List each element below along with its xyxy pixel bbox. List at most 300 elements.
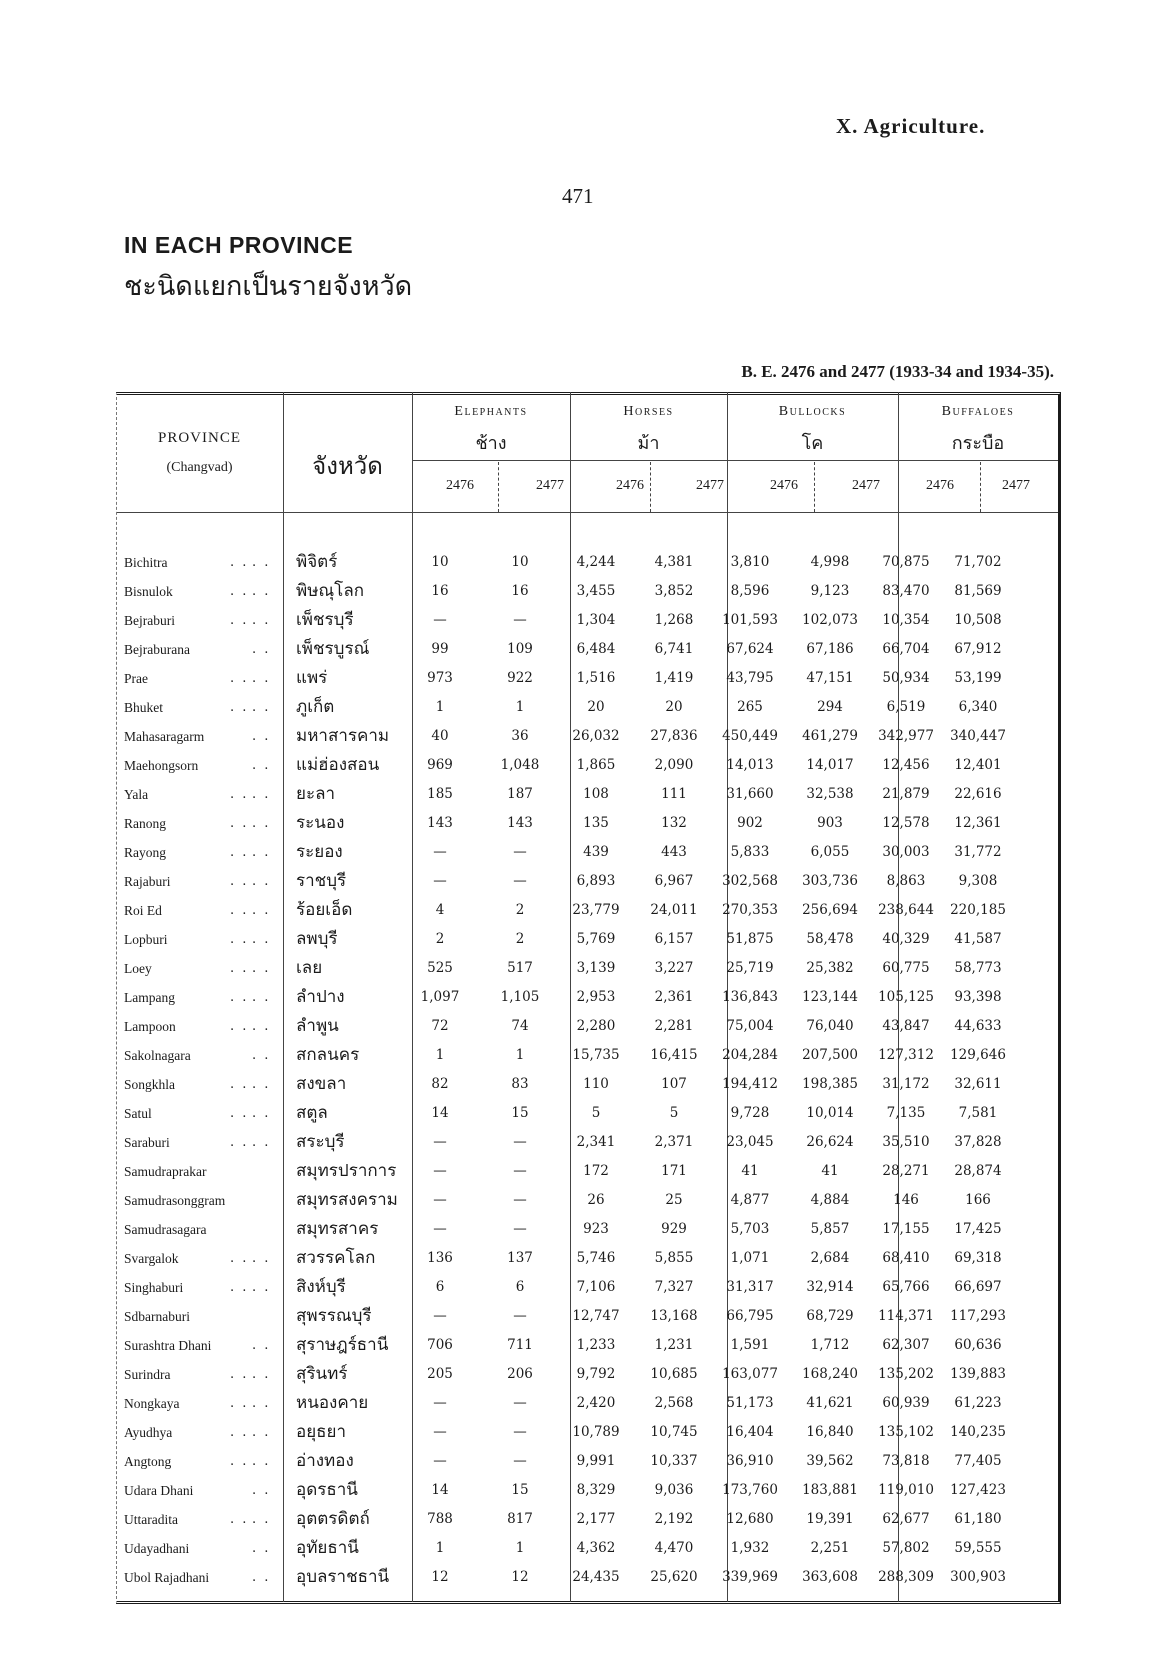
leader-dots: . . [230, 1425, 249, 1440]
table-cell: 30,003 [882, 844, 930, 860]
table-cell: 342,977 [878, 728, 934, 744]
table-cell: 10 [431, 554, 449, 570]
table-cell: 185 [427, 786, 453, 802]
table-cell: 12 [431, 1569, 449, 1585]
table-cell: 31,172 [882, 1076, 930, 1092]
table-cell: 62,307 [882, 1337, 930, 1353]
leader-dots: . . [230, 1106, 249, 1121]
table-cell: — [433, 844, 447, 860]
table-cell: 109 [507, 641, 533, 657]
table-cell: 77,405 [954, 1453, 1002, 1469]
table-cell: 12,747 [572, 1308, 620, 1324]
table-cell: 2,281 [654, 1018, 694, 1034]
table-cell: 300,903 [950, 1569, 1006, 1585]
province-name-thai: ระยอง [296, 842, 343, 862]
province-name-thai: เพ็ชรบุรี [296, 610, 354, 630]
table-cell: 20 [587, 699, 605, 715]
table-cell: 57,802 [882, 1540, 930, 1556]
table-cell: 28,874 [954, 1163, 1002, 1179]
table-cell: 25,382 [806, 960, 854, 976]
table-cell: 171 [661, 1163, 687, 1179]
table-cell: 28,271 [882, 1163, 930, 1179]
group-header-buffaloes: Buffaloes [941, 404, 1015, 419]
table-cell: 5 [591, 1105, 601, 1121]
table-cell: 1,268 [654, 612, 694, 628]
table-row [0, 1215, 1174, 1244]
table-cell: 65,766 [882, 1279, 930, 1295]
table-cell: 10,337 [650, 1453, 698, 1469]
province-name: Sakolnagara [124, 1048, 191, 1063]
table-cell: 6,893 [576, 873, 616, 889]
table-cell: 12,361 [954, 815, 1002, 831]
table-cell: — [513, 1424, 527, 1440]
table-cell: 10,508 [954, 612, 1002, 628]
table-cell: 8,596 [730, 583, 770, 599]
table-cell: — [513, 1163, 527, 1179]
leader-dots: . . [230, 1280, 249, 1295]
leader-dots: . . [252, 1512, 271, 1527]
table-row [0, 693, 1174, 722]
table-cell: 204,284 [722, 1047, 778, 1063]
leader-dots: . . [252, 1541, 271, 1556]
table-cell: 114,371 [878, 1308, 934, 1324]
table-cell: 3,227 [654, 960, 694, 976]
table-cell: 26,624 [806, 1134, 854, 1150]
table-cell: 2,251 [810, 1540, 850, 1556]
table-cell: 22,616 [954, 786, 1002, 802]
leader-dots: . . [252, 1048, 271, 1063]
table-cell: 6,741 [654, 641, 694, 657]
table-row [0, 548, 1174, 577]
province-name: Samudrasagara [124, 1222, 207, 1237]
table-cell: 1,233 [576, 1337, 616, 1353]
table-cell: 6,340 [958, 699, 998, 715]
province-name-thai: ภูเก็ต [296, 697, 335, 717]
province-name: Bichitra [124, 555, 168, 570]
table-cell: 31,772 [954, 844, 1002, 860]
leader-dots: . . [252, 961, 271, 976]
table-cell: 36 [511, 728, 529, 744]
table-cell: 16,404 [726, 1424, 774, 1440]
leader-dots: . . [230, 845, 249, 860]
table-cell: 68,729 [806, 1308, 854, 1324]
table-cell: 5 [669, 1105, 679, 1121]
year-header: 2476 [446, 478, 474, 493]
table-cell: 67,912 [954, 641, 1002, 657]
table-cell: 525 [427, 960, 453, 976]
table-cell: 2,420 [576, 1395, 616, 1411]
table-cell: 58,773 [954, 960, 1002, 976]
table-cell: — [513, 1221, 527, 1237]
leader-dots: . . [230, 787, 249, 802]
table-row [0, 1331, 1174, 1360]
table-cell: 136 [427, 1250, 453, 1266]
table-row [0, 1563, 1174, 1592]
table-cell: 2,568 [654, 1395, 694, 1411]
table-cell: 13,168 [650, 1308, 698, 1324]
table-cell: 47,151 [806, 670, 854, 686]
table-cell: 4,381 [654, 554, 694, 570]
province-header: PROVINCE [157, 430, 241, 446]
table-cell: 9,308 [958, 873, 998, 889]
province-name: Mahasaragarm [124, 729, 205, 744]
table-cell: 817 [507, 1511, 533, 1527]
table-row [0, 635, 1174, 664]
table-cell: 10,354 [882, 612, 930, 628]
table-cell: 173,760 [722, 1482, 778, 1498]
table-cell: 706 [427, 1337, 453, 1353]
province-name: Lopburi [124, 932, 168, 947]
table-cell: 1,865 [576, 757, 616, 773]
table-cell: 17,155 [882, 1221, 930, 1237]
table-cell: 1 [515, 1540, 525, 1556]
table-cell: 14,013 [726, 757, 774, 773]
province-name: Lampang [124, 990, 175, 1005]
table-cell: 238,644 [878, 902, 934, 918]
table-cell: 2 [515, 902, 525, 918]
table-cell: 4,877 [730, 1192, 770, 1208]
leader-dots: . . [230, 932, 249, 947]
table-cell: 139,883 [950, 1366, 1006, 1382]
province-subheader: (Changvad) [166, 460, 233, 475]
table-cell: 207,500 [802, 1047, 858, 1063]
table-cell: 973 [427, 670, 453, 686]
province-name: Yala [124, 787, 149, 802]
province-name: Songkhla [124, 1077, 176, 1092]
heading-thai: ชะนิดแยกเป็นรายจังหวัด [124, 271, 413, 302]
province-name: Surindra [124, 1367, 171, 1382]
table-row [0, 1476, 1174, 1505]
table-row [0, 1070, 1174, 1099]
table-cell: 902 [737, 815, 763, 831]
table-cell: 146 [893, 1192, 919, 1208]
table-cell: 72 [431, 1018, 449, 1034]
table-cell: 81,569 [954, 583, 1002, 599]
table-cell: 1,304 [576, 612, 616, 628]
year-header: 2476 [770, 478, 798, 493]
table-cell: 5,746 [576, 1250, 616, 1266]
table-cell: 21,879 [882, 786, 930, 802]
table-cell: 43,795 [726, 670, 774, 686]
table-cell: 117,293 [950, 1308, 1006, 1324]
table-cell: 111 [661, 786, 687, 802]
table-cell: 10 [511, 554, 529, 570]
table-cell: 83,470 [882, 583, 930, 599]
province-name-thai: มหาสารคาม [296, 726, 390, 746]
table-cell: 136,843 [722, 989, 778, 1005]
province-name: Surashtra Dhani [124, 1338, 212, 1353]
table-cell: 2,192 [654, 1511, 694, 1527]
table-row [0, 896, 1174, 925]
province-name-thai: อุบลราชธานี [296, 1567, 390, 1587]
province-name: Bejraburana [124, 642, 190, 657]
table-cell: 788 [427, 1511, 453, 1527]
province-name-thai: ยะลา [296, 784, 336, 804]
table-cell: 4,244 [576, 554, 616, 570]
table-cell: 15,735 [572, 1047, 620, 1063]
province-name: Angtong [124, 1454, 172, 1469]
table-cell: 36,910 [726, 1453, 774, 1469]
table-cell: 4,998 [810, 554, 850, 570]
group-header-horses-thai: ม้า [637, 433, 660, 454]
table-cell: 53,199 [954, 670, 1002, 686]
table-cell: 60,636 [954, 1337, 1002, 1353]
table-cell: 14 [431, 1482, 449, 1498]
table-cell: 2 [515, 931, 525, 947]
table-cell: 12,401 [954, 757, 1002, 773]
table-cell: 6 [515, 1279, 525, 1295]
table-cell: 903 [817, 815, 843, 831]
table-cell: 119,010 [878, 1482, 934, 1498]
table-row [0, 838, 1174, 867]
leader-dots: . . [252, 1454, 271, 1469]
leader-dots: . . [252, 613, 271, 628]
leader-dots: . . [230, 1251, 249, 1266]
table-cell: 183,881 [802, 1482, 858, 1498]
table-cell: 6 [435, 1279, 445, 1295]
table-cell: 62,677 [882, 1511, 930, 1527]
table-row [0, 954, 1174, 983]
table-cell: 26,032 [572, 728, 620, 744]
year-header: 2476 [926, 478, 954, 493]
province-name: Ayudhya [124, 1425, 173, 1440]
province-name-thai: แม่ฮ่องสอน [296, 755, 380, 775]
table-cell: 41,621 [806, 1395, 854, 1411]
header-rule-groups [412, 460, 1058, 461]
heading-english: IN EACH PROVINCE [124, 232, 354, 258]
table-cell: 26 [587, 1192, 605, 1208]
table-cell: 41 [821, 1163, 839, 1179]
table-cell: 2,090 [654, 757, 694, 773]
leader-dots: . . [230, 874, 249, 889]
table-cell: 99 [431, 641, 449, 657]
province-name: Samudrasonggram [124, 1193, 226, 1208]
table-cell: 1,231 [654, 1337, 694, 1353]
province-name-thai: หนองคาย [296, 1393, 369, 1413]
table-cell: 15 [511, 1105, 529, 1121]
table-cell: 19,391 [806, 1511, 854, 1527]
table-cell: 74 [511, 1018, 529, 1034]
province-name: Rajaburi [124, 874, 171, 889]
leader-dots: . . [230, 1512, 249, 1527]
table-cell: 16 [511, 583, 529, 599]
table-cell: 127,312 [878, 1047, 934, 1063]
table-cell: 270,353 [722, 902, 778, 918]
table-cell: 60,775 [882, 960, 930, 976]
province-name: Bejraburi [124, 613, 175, 628]
province-name-thai: สตูล [296, 1103, 328, 1123]
table-cell: 24,011 [650, 902, 698, 918]
table-cell: 108 [583, 786, 609, 802]
table-cell: 1 [435, 699, 445, 715]
table-row [0, 722, 1174, 751]
table-cell: 6,055 [810, 844, 850, 860]
group-header-bullocks-thai: โค [801, 433, 824, 454]
table-cell: — [513, 1192, 527, 1208]
table-row [0, 867, 1174, 896]
table-cell: 9,728 [730, 1105, 770, 1121]
province-name-thai: สุพรรณบุรี [296, 1306, 372, 1326]
table-row [0, 751, 1174, 780]
table-cell: 14,017 [806, 757, 854, 773]
year-header: 2477 [852, 478, 880, 493]
table-cell: 27,836 [650, 728, 698, 744]
leader-dots: . . [230, 555, 249, 570]
table-cell: 143 [427, 815, 453, 831]
leader-dots: . . [252, 932, 271, 947]
province-name-thai: สมุทรสาคร [296, 1219, 379, 1239]
province-name-thai: สงขลา [296, 1074, 347, 1094]
table-cell: 8,863 [886, 873, 926, 889]
table-cell: 132 [661, 815, 687, 831]
province-name: Nongkaya [124, 1396, 180, 1411]
table-cell: 265 [737, 699, 763, 715]
table-cell: 923 [583, 1221, 609, 1237]
table-cell: 16,840 [806, 1424, 854, 1440]
table-cell: 9,036 [654, 1482, 694, 1498]
table-cell: 76,040 [806, 1018, 854, 1034]
table-cell: 5,855 [654, 1250, 694, 1266]
years-caption: B. E. 2476 and 2477 (1933-34 and 1934-35). [741, 362, 1054, 381]
table-cell: 10,685 [650, 1366, 698, 1382]
table-cell: 206 [507, 1366, 533, 1382]
table-cell: 340,447 [950, 728, 1006, 744]
table-cell: — [433, 1134, 447, 1150]
leader-dots: . . [230, 1135, 249, 1150]
table-cell: 2 [435, 931, 445, 947]
table-row [0, 1186, 1174, 1215]
table-cell: 929 [661, 1221, 687, 1237]
province-name-thai: ราชบุรี [296, 871, 347, 891]
table-cell: 163,077 [722, 1366, 778, 1382]
table-cell: 51,875 [726, 931, 774, 947]
leader-dots: . . [252, 1077, 271, 1092]
leader-dots: . . [252, 1135, 271, 1150]
table-cell: 166 [965, 1192, 991, 1208]
table-cell: — [433, 612, 447, 628]
table-cell: 12 [511, 1569, 529, 1585]
table-cell: 302,568 [722, 873, 778, 889]
group-header-bullocks: Bullocks [778, 404, 847, 419]
group-header-horses: Horses [623, 404, 674, 419]
province-name: Samudraprakar [124, 1164, 207, 1179]
table-cell: 1 [435, 1047, 445, 1063]
table-cell: — [433, 1424, 447, 1440]
province-name-thai: อุดรธานี [296, 1480, 358, 1500]
table-cell: 256,694 [802, 902, 858, 918]
table-cell: 58,478 [806, 931, 854, 947]
table-cell: 5,769 [576, 931, 616, 947]
table-cell: 135,202 [878, 1366, 934, 1382]
leader-dots: . . [252, 1251, 271, 1266]
table-cell: 8,329 [576, 1482, 616, 1498]
table-row [0, 1505, 1174, 1534]
table-cell: 110 [583, 1076, 609, 1092]
table-cell: 16,415 [650, 1047, 698, 1063]
table-cell: 10,014 [806, 1105, 854, 1121]
province-name-thai: ลำปาง [296, 987, 345, 1007]
table-cell: 105,125 [878, 989, 934, 1005]
table-cell: — [433, 1395, 447, 1411]
table-cell: 3,455 [576, 583, 616, 599]
leader-dots: . . [230, 1396, 249, 1411]
table-cell: 107 [661, 1076, 687, 1092]
province-name-thai: ลำพูน [296, 1016, 339, 1036]
table-cell: — [513, 1453, 527, 1469]
table-cell: 59,555 [954, 1540, 1002, 1556]
province-name: Singhaburi [124, 1280, 184, 1295]
table-cell: 15 [511, 1482, 529, 1498]
province-name: Roi Ed [124, 903, 162, 918]
table-cell: 1,419 [654, 670, 694, 686]
leader-dots: . . [230, 1454, 249, 1469]
table-cell: 101,593 [722, 612, 778, 628]
province-name-thai: แพร่ [296, 668, 328, 688]
table-cell: 3,810 [730, 554, 770, 570]
table-cell: 4,884 [810, 1192, 850, 1208]
table-cell: — [513, 1308, 527, 1324]
table-cell: 9,792 [576, 1366, 616, 1382]
table-row [0, 925, 1174, 954]
table-cell: 4,470 [654, 1540, 694, 1556]
province-name: Bhuket [124, 700, 163, 715]
table-cell: — [433, 1453, 447, 1469]
province-name-thai: เลย [296, 958, 323, 978]
table-cell: 339,969 [722, 1569, 778, 1585]
province-name: Satul [124, 1106, 152, 1121]
table-cell: 51,173 [726, 1395, 774, 1411]
table-cell: 23,779 [572, 902, 620, 918]
table-cell: 194,412 [722, 1076, 778, 1092]
table-cell: 73,818 [882, 1453, 930, 1469]
table-cell: 66,704 [882, 641, 930, 657]
province-name-thai: ลพบุรี [296, 929, 338, 949]
province-name-thai: ร้อยเอ็ด [296, 900, 353, 920]
table-cell: 2,177 [576, 1511, 616, 1527]
table-row [0, 1302, 1174, 1331]
table-cell: 1 [435, 1540, 445, 1556]
table-cell: 443 [661, 844, 687, 860]
table-row [0, 1534, 1174, 1563]
leader-dots: . . [230, 990, 249, 1005]
table-cell: 24,435 [572, 1569, 620, 1585]
leader-dots: . . [252, 671, 271, 686]
table-cell: 35,510 [882, 1134, 930, 1150]
province-header-thai: จังหวัด [312, 452, 383, 480]
province-name: Rayong [124, 845, 166, 860]
table-cell: 82 [431, 1076, 449, 1092]
table-cell: 14 [431, 1105, 449, 1121]
province-name: Uttaradita [124, 1512, 178, 1527]
table-cell: 1,712 [810, 1337, 850, 1353]
table-cell: — [513, 873, 527, 889]
province-name: Prae [124, 671, 148, 686]
table-cell: 40,329 [882, 931, 930, 947]
leader-dots: . . [230, 1367, 249, 1382]
province-name: Svargalok [124, 1251, 179, 1266]
table-cell: 43,847 [882, 1018, 930, 1034]
table-cell: 5,833 [730, 844, 770, 860]
province-name: Udara Dhani [124, 1483, 194, 1498]
province-name: Udayadhani [124, 1541, 190, 1556]
table-cell: 135 [583, 815, 609, 831]
table-cell: 439 [583, 844, 609, 860]
table-cell: — [513, 844, 527, 860]
leader-dots: . . [252, 642, 271, 657]
table-cell: 187 [507, 786, 533, 802]
table-row [0, 780, 1174, 809]
table-cell: 12,578 [882, 815, 930, 831]
